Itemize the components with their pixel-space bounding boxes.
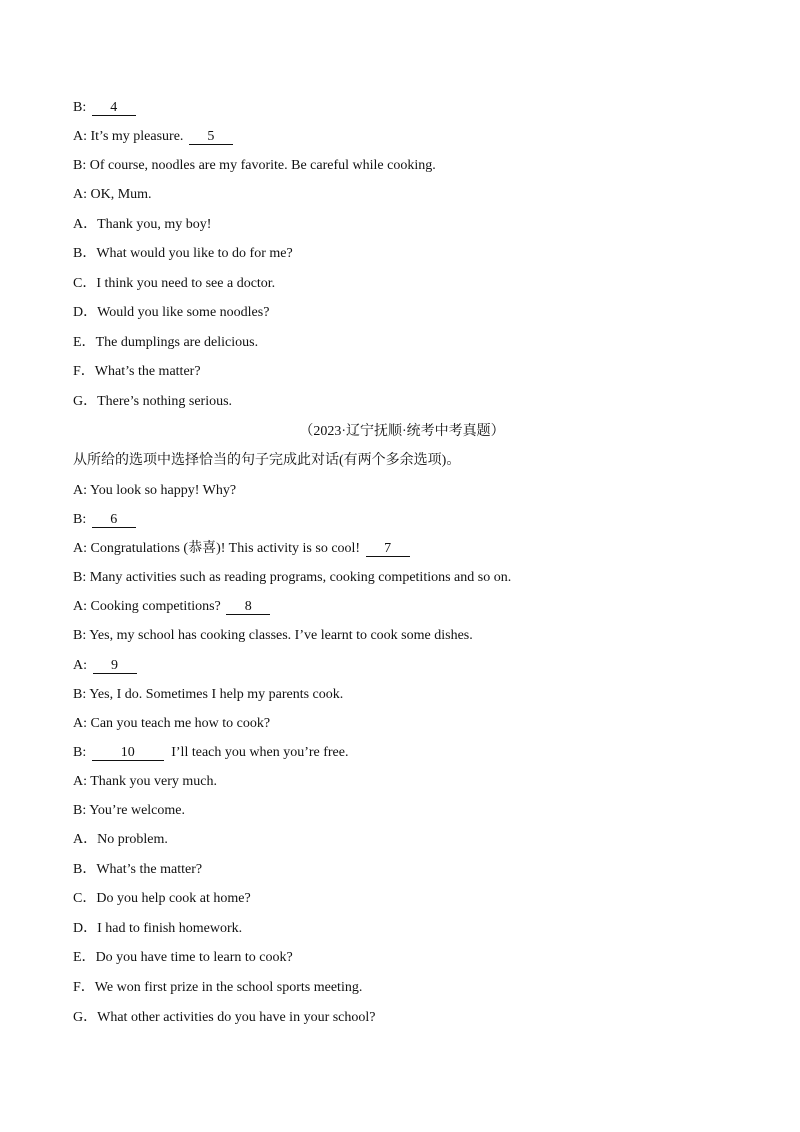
option-item [73,363,201,381]
dialogue-text: It’s my pleasure. [90,129,184,144]
option-item [73,334,258,352]
dialogue-text: Yes, my school has cooking classes. I’ve learnt to cook some dishes. [89,628,473,643]
option-text: What’s the matter? [94,364,201,379]
option-letter: A． [73,832,98,847]
speaker-label: B: [73,628,87,643]
answer-blank[interactable]: 6 [92,512,136,528]
dialogue-line [73,773,217,791]
dialogue-text: Thank you very much. [90,774,217,789]
answer-blank[interactable]: 10 [92,745,164,761]
option-text: The dumplings are delicious. [95,335,259,350]
speaker-label: A: [73,658,87,673]
speaker-label: A: [73,541,87,556]
speaker-label: A: [73,774,87,789]
option-item [73,275,275,293]
option-text: There’s nothing serious. [97,394,233,409]
option-item [73,920,242,938]
option-item [73,245,293,263]
source-text: （2023·辽宁抚顺·统考中考真题） [299,424,505,439]
speaker-label: B: [73,100,87,115]
dialogue-text: Cooking competitions? [90,599,221,614]
dialogue-line [73,715,270,733]
option-letter: E． [73,335,96,350]
speaker-label: A: [73,716,87,731]
dialogue-text: Congratulations (恭喜)! This activity is so cool! [90,541,361,556]
dialogue-line [73,157,436,175]
option-item [73,861,202,879]
option-text: I think you need to see a doctor. [96,276,276,291]
speaker-label: A: [73,187,87,202]
speaker-label: A: [73,129,87,144]
question-source [0,423,800,441]
option-letter: B． [73,246,97,261]
option-text: Thank you, my boy! [97,217,212,232]
speaker-label: B: [73,158,87,173]
dialogue-text: You look so happy! Why? [89,483,237,498]
answer-blank[interactable]: 5 [189,129,233,145]
option-item [73,393,232,411]
dialogue-line [73,511,136,529]
speaker-label: A: [73,483,87,498]
dialogue-text: Yes, I do. Sometimes I help my parents cook. [89,687,344,702]
dialogue-line [73,657,137,675]
option-letter: G． [73,394,98,409]
dialogue-text: Many activities such as reading programs, cooking competitions and so on. [89,570,512,585]
option-letter: E． [73,950,96,965]
option-item [73,890,251,908]
option-letter: A． [73,217,98,232]
dialogue-line [73,598,270,616]
option-letter: C． [73,891,97,906]
option-text: Would you like some noodles? [97,305,270,320]
dialogue-text: OK, Mum. [90,187,152,202]
option-item [73,216,211,234]
option-letter: F． [73,364,95,379]
question-instruction: 从所给的选项中选择恰当的句子完成此对话(有两个多余选项)。 [73,453,461,468]
speaker-label: B: [73,570,87,585]
option-text: Do you have time to learn to cook? [95,950,293,965]
speaker-label: B: [73,512,87,527]
dialogue-text: I’ll teach you when you’re free. [171,745,349,760]
option-text: We won first prize in the school sports meeting. [94,980,363,995]
dialogue-text: Can you teach me how to cook? [90,716,271,731]
answer-blank[interactable]: 9 [93,658,137,674]
option-text: What would you like to do for me? [96,246,293,261]
option-letter: B． [73,862,97,877]
dialogue-line [73,482,236,500]
dialogue-line [73,128,233,146]
option-letter: F． [73,980,95,995]
dialogue-line [73,540,410,558]
speaker-label: B: [73,803,87,818]
option-text: Do you help cook at home? [96,891,251,906]
dialogue-line [73,686,343,704]
option-letter: C． [73,276,97,291]
option-text: I had to finish homework. [97,921,243,936]
option-item [73,831,168,849]
option-item [73,1009,376,1027]
option-item [73,949,293,967]
option-text: No problem. [97,832,168,847]
option-item [73,979,362,997]
answer-blank[interactable]: 8 [226,599,270,615]
dialogue-line [73,744,348,762]
speaker-label: B: [73,687,87,702]
dialogue-line [73,186,152,204]
answer-blank[interactable]: 7 [366,541,410,557]
speaker-label: A: [73,599,87,614]
dialogue-line [73,627,473,645]
option-letter: D． [73,921,98,936]
dialogue-line [73,569,511,587]
option-text: What’s the matter? [96,862,203,877]
option-item [73,304,269,322]
dialogue-text: Of course, noodles are my favorite. Be careful while cooking. [89,158,436,173]
answer-blank[interactable]: 4 [92,100,136,116]
dialogue-text: You’re welcome. [89,803,185,818]
option-letter: G． [73,1010,98,1025]
dialogue-line [73,99,136,117]
speaker-label: B: [73,745,87,760]
option-letter: D． [73,305,98,320]
option-text: What other activities do you have in your school? [97,1010,376,1025]
dialogue-line [73,802,185,820]
